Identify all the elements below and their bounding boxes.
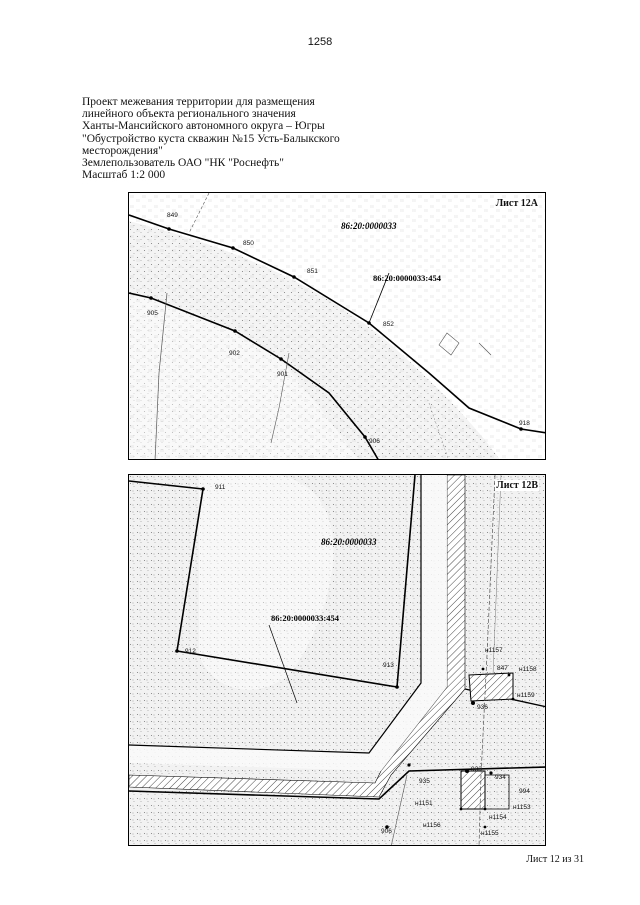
small-parcel-upper — [469, 673, 513, 701]
point-label-935: 935 — [419, 778, 430, 785]
point-label-913: 913 — [383, 662, 394, 669]
point-label-994: 994 — [519, 788, 530, 795]
header-line: линейного объекта регионального значения — [82, 108, 296, 121]
map-b-drawing — [129, 475, 546, 846]
header-line: "Обустройство куста скважин №15 Усть-Балыкского — [82, 132, 340, 145]
parcel-number-b: 86:20:0000033:454 — [271, 613, 339, 623]
point-label-911: 911 — [215, 484, 226, 491]
point-label-n1157: н1157 — [485, 647, 503, 654]
header-line: Проект межевания территории для размещения — [82, 96, 315, 108]
point-label-905: 905 — [147, 310, 158, 317]
point-label-912: 912 — [185, 648, 196, 655]
point-label-902: 902 — [229, 350, 240, 357]
point-label-n1158: н1158 — [519, 666, 537, 673]
page-footer: Лист 12 из 31 — [526, 854, 584, 865]
sheet-label-12a: Лист 12А — [495, 198, 538, 209]
document-header — [82, 96, 382, 181]
header-line: Ханты-Мансийского автономного округа – Югры — [82, 120, 325, 133]
small-parcel-lower — [461, 771, 485, 809]
point-label-850: 850 — [243, 240, 254, 247]
header-line: месторождения" — [82, 144, 163, 157]
point-label-n1155: н1155 — [481, 830, 499, 837]
point-label-n1156: н1156 — [423, 822, 441, 829]
page-number: 1258 — [307, 36, 333, 48]
map-a-drawing — [129, 193, 546, 460]
point-label-901: 901 — [277, 371, 288, 378]
map-sheet-12a — [128, 192, 546, 460]
point-label-906: 906 — [369, 438, 380, 445]
parcel-number-a: 86:20:0000033:454 — [373, 273, 441, 283]
header-scale: Масштаб 1:2 000 — [82, 169, 166, 182]
point-label-906: 906 — [381, 828, 392, 835]
point-label-847: 847 — [497, 665, 508, 672]
quarter-number-a: 86:20:0000033 — [341, 221, 397, 231]
point-label-851: 851 — [307, 268, 318, 275]
point-label-933: 933 — [471, 766, 482, 773]
sheet-label-12b: Лист 12В — [496, 480, 538, 491]
point-label-849: 849 — [167, 212, 178, 219]
point-label-n1159: н1159 — [517, 692, 535, 699]
point-label-918: 918 — [519, 420, 530, 427]
point-label-n1154: н1154 — [489, 814, 507, 821]
map-sheet-12b — [128, 474, 546, 846]
header-line: Землепользователь ОАО "НК "Роснефть" — [82, 157, 284, 170]
quarter-number-b: 86:20:0000033 — [321, 537, 377, 547]
point-label-852: 852 — [383, 321, 394, 328]
point-label-n1153: н1153 — [513, 804, 531, 811]
point-label-934: 934 — [495, 774, 506, 781]
point-label-n1151: н1151 — [415, 800, 433, 807]
point-label-936: 936 — [477, 704, 488, 711]
